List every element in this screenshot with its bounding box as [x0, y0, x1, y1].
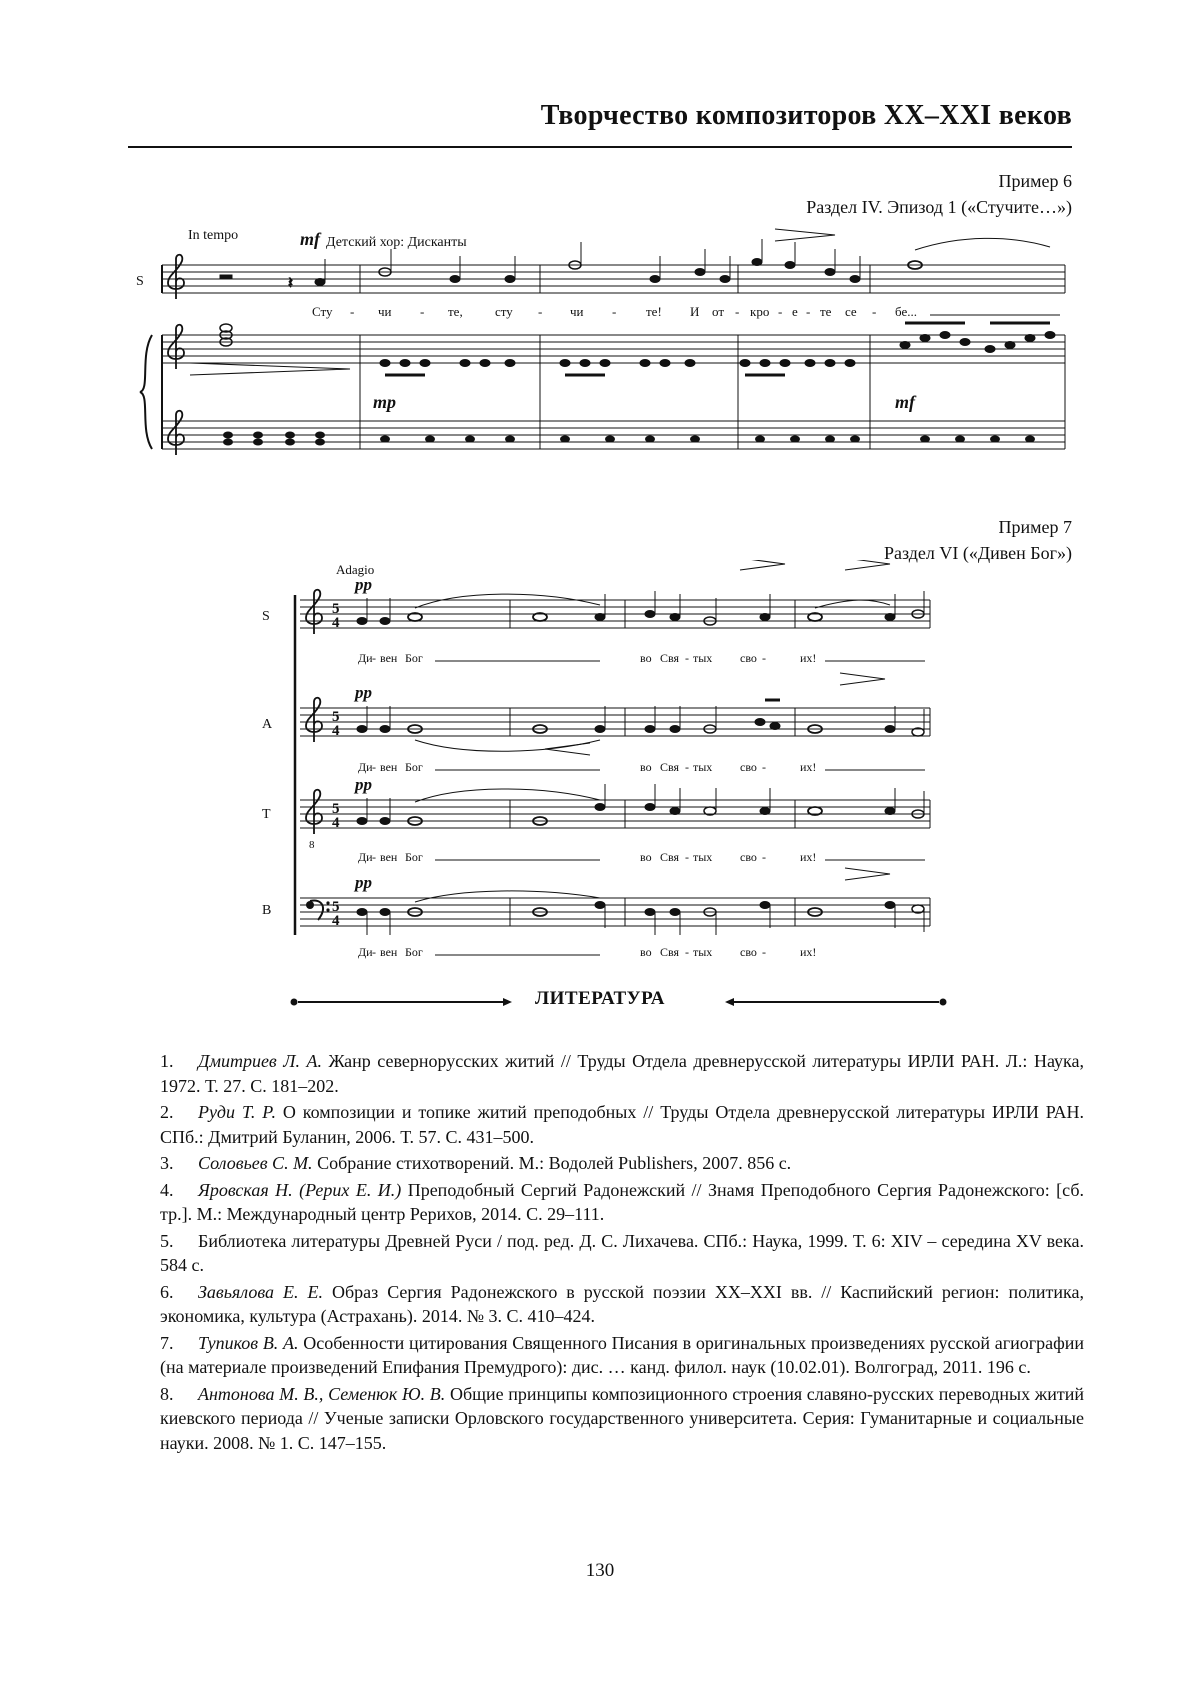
satb-staves	[262, 609, 273, 918]
svg-text:-: -	[372, 945, 376, 959]
svg-text:-: -	[762, 651, 766, 665]
dynamic-mf-2: mf	[895, 392, 915, 412]
svg-text:Бог: Бог	[405, 850, 423, 864]
svg-text:их!: их!	[800, 945, 817, 959]
svg-text:-: -	[420, 304, 425, 319]
page-number: 130	[585, 1560, 615, 1581]
svg-text:тых: тых	[693, 850, 713, 864]
svg-text:сво: сво	[740, 651, 757, 665]
svg-text:pp: pp	[355, 683, 372, 702]
example-7-score	[0, 560, 1200, 960]
treble-clef-icon	[306, 590, 322, 834]
svg-text:Свя: Свя	[660, 651, 680, 665]
svg-text:4: 4	[332, 913, 340, 929]
svg-text:4: 4	[332, 815, 340, 831]
ornament-left-icon	[290, 998, 515, 1006]
example-6-caption	[806, 168, 1072, 220]
svg-text:4: 4	[332, 615, 340, 631]
svg-text:-: -	[685, 651, 689, 665]
svg-text:сво: сво	[740, 760, 757, 774]
svg-text:сво: сво	[740, 850, 757, 864]
svg-text:-: -	[685, 760, 689, 774]
svg-text:Ди: Ди	[358, 651, 373, 665]
svg-text:5: 5	[332, 801, 340, 817]
piano-lower-notes	[223, 432, 1035, 446]
svg-text:во: во	[640, 850, 652, 864]
svg-text:их!: их!	[800, 850, 817, 864]
svg-text:сво: сво	[740, 945, 757, 959]
svg-text:Ди: Ди	[358, 850, 373, 864]
svg-text:5: 5	[332, 899, 340, 915]
svg-text:-: -	[685, 945, 689, 959]
ornament-right-icon	[722, 998, 947, 1006]
svg-text:те!: те!	[646, 304, 662, 319]
svg-text:-: -	[372, 651, 376, 665]
svg-text:сту: сту	[495, 304, 513, 319]
staff-piano-lower	[162, 335, 1065, 449]
choir-label: Детский хор: Дисканты	[326, 235, 467, 250]
bass-clef-icon	[306, 900, 330, 920]
svg-text:pp: pp	[355, 873, 372, 892]
svg-text:-: -	[762, 760, 766, 774]
example-7-section: Раздел VI («Дивен Бог»)	[883, 543, 1072, 563]
reference-item: 7. Тупиков В. А. Особенности цитирования Священного Писания в оригинальных произведениях русской агиографии (на материале произведений Епифания Премудрого): дис. … канд. филол. наук (10.02.01). Волгоград, 2011. 196 с.	[160, 1332, 1085, 1377]
svg-text:pp: pp	[355, 575, 372, 594]
treble-clef-icon	[168, 255, 184, 455]
svg-text:-: -	[372, 850, 376, 864]
reference-list	[160, 1049, 1084, 1457]
svg-text:Бог: Бог	[405, 760, 423, 774]
svg-text:-: -	[872, 304, 877, 319]
example-7-label: Пример 7	[998, 517, 1072, 537]
voice-label-t: T	[262, 807, 271, 822]
example-6-label: Пример 6	[998, 171, 1072, 191]
svg-text:Сту: Сту	[312, 304, 333, 319]
svg-text:-: -	[685, 850, 689, 864]
literature-heading	[0, 988, 1200, 1010]
svg-text:кро: кро	[750, 304, 770, 319]
example-6-score	[0, 215, 1200, 485]
svg-text:во: во	[640, 760, 652, 774]
svg-text:Свя: Свя	[660, 945, 680, 959]
staff-piano-upper	[162, 335, 1065, 449]
reference-item: 6. Завьялова Е. Е. Образ Сергия Радонежского в русской поэзии XX–XXI вв. // Каспийский регион: политика, экономика, культура (Астрахань). 2014. № 3. С. 410–424.	[160, 1281, 1084, 1326]
example-6-annotations	[136, 228, 467, 289]
svg-text:бе...: бе...	[895, 304, 917, 319]
voice-label-b: B	[262, 903, 272, 918]
example-7-caption	[884, 514, 1072, 566]
voice-label-s: S	[262, 609, 270, 624]
svg-text:вен: вен	[380, 760, 398, 774]
tempo-adagio: Adagio	[336, 562, 375, 577]
svg-text:-: -	[735, 304, 740, 319]
svg-text:Ди: Ди	[358, 945, 373, 959]
svg-text:тых: тых	[693, 651, 713, 665]
reference-item: 2. Руди Т. Р. О композиции и топике житий преподобных // Труды Отдела древнерусской литературы ИРЛИ РАН. СПб.: Дмитрий Буланин, 2006. Т. 57. С. 431–500.	[160, 1102, 1085, 1147]
svg-text:5: 5	[332, 709, 340, 725]
time-signatures	[332, 601, 340, 929]
dynamic-mp: mp	[373, 392, 397, 412]
svg-text:Бог: Бог	[405, 945, 423, 959]
svg-text:И: И	[690, 304, 700, 319]
svg-text:те,: те,	[448, 304, 463, 319]
svg-text:от: от	[712, 304, 725, 319]
svg-text:𝄽: 𝄽	[288, 275, 293, 292]
svg-text:-: -	[778, 304, 783, 319]
piano-brace	[140, 335, 152, 449]
svg-text:во: во	[640, 651, 652, 665]
svg-text:тых: тых	[693, 760, 713, 774]
svg-text:во: во	[640, 945, 652, 959]
svg-text:их!: их!	[800, 760, 817, 774]
svg-text:-: -	[806, 304, 811, 319]
staff-soprano	[162, 265, 1065, 293]
svg-text:чи: чи	[378, 304, 392, 319]
svg-text:чи: чи	[570, 304, 584, 319]
svg-text:Ди: Ди	[358, 760, 373, 774]
voice-label-a: A	[262, 717, 273, 732]
dynamic-mf: mf	[300, 229, 320, 249]
staff-label-s: S	[136, 274, 144, 289]
reference-item: 3. Соловьев С. М. Собрание стихотворений. М.: Водолей Publishers, 2007. 856 с.	[160, 1153, 792, 1173]
satb-lyrics	[358, 651, 925, 959]
reference-item: 5. Библиотека литературы Древней Руси / под. ред. Д. С. Лихачева. СПб.: Наука, 1999. Т. 6: XIV – середина XV века. 584 с.	[160, 1230, 1084, 1275]
tenor-octave-mark: 8	[309, 839, 315, 851]
svg-text:вен: вен	[380, 850, 398, 864]
svg-text:-: -	[612, 304, 617, 319]
reference-item: 1. Дмитриев Л. А. Жанр севернорусских житий // Труды Отдела древнерусской литературы ИРЛИ РАН. Л.: Наука, 1972. Т. 27. С. 181–202.	[160, 1051, 1084, 1096]
reference-item: 8. Антонова М. В., Семенюк Ю. В. Общие принципы композиционного строения славяно-русских переводных житий киевского периода // Ученые записки Орловского государственного университета. Серия: Гуманитарные и социальные науки. 2008. № 1. С. 147–155.	[160, 1383, 1084, 1453]
svg-text:вен: вен	[380, 945, 398, 959]
svg-text:-: -	[762, 945, 766, 959]
svg-text:5: 5	[332, 601, 340, 617]
svg-text:pp: pp	[355, 775, 372, 794]
header-rule	[128, 146, 1072, 148]
svg-text:е: е	[792, 304, 798, 319]
satb-notes	[357, 560, 924, 935]
running-header: Творчество композиторов XX–XXI веков	[540, 100, 1072, 131]
svg-text:се: се	[845, 304, 857, 319]
svg-text:-: -	[350, 304, 355, 319]
svg-text:Свя: Свя	[660, 760, 680, 774]
tempo-marking: In tempo	[188, 228, 239, 243]
svg-text:Свя: Свя	[660, 850, 680, 864]
svg-text:-: -	[762, 850, 766, 864]
svg-text:-: -	[372, 760, 376, 774]
svg-text:4: 4	[332, 723, 340, 739]
reference-item: 4. Яровская Н. (Рерих Е. И.) Преподобный Сергий Радонежский // Знамя Преподобного Сергия Радонежского: [сб. тр.]. М.: Международный центр Рерихов, 2014. С. 29–111.	[160, 1179, 1084, 1224]
example-6-section: Раздел IV. Эпизод 1 («Стучите…»)	[806, 197, 1072, 217]
literature-title: ЛИТЕРАТУРА	[534, 988, 666, 1009]
soprano-lyrics	[312, 304, 1060, 319]
svg-text:те: те	[820, 304, 832, 319]
svg-text:их!: их!	[800, 651, 817, 665]
svg-text:Бог: Бог	[405, 651, 423, 665]
svg-text:тых: тых	[693, 945, 713, 959]
svg-text:-: -	[538, 304, 543, 319]
svg-text:вен: вен	[380, 651, 398, 665]
